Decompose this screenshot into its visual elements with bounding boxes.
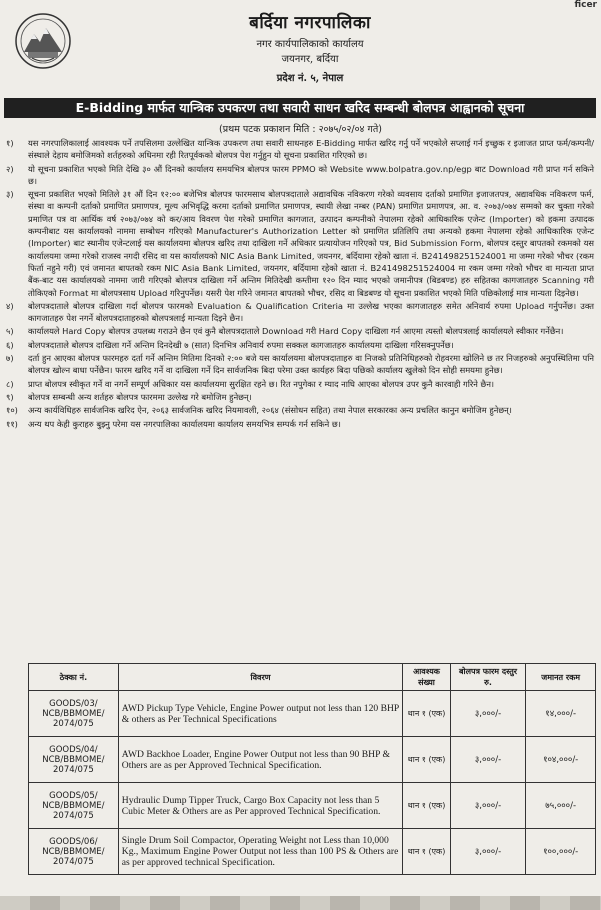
item-text: सूचना प्रकाशित भएको मितिले ३१ औं दिन १२:०० बजेभित्र बोलपत्र फारमसाथ बोलपत्रदाताले अद्यावधिक नविकरण गरेको व्यवसाय दर्ताको प्रमाणित इजाजतपत्र, अद्यावधिक नविकरण फर्म, संस्था वा कम्पनी दर्ताको प्रमाणित प्रमाणपत्र, मूल्य अभिवृद्धि करमा दर्ताको प्रमाणित प्रमाणपत्र, स्थायी लेखा नम्बर (PAN) प्रमाणित प्रमाणपत्र, आ. व. २०७३/०७४ सम्मको कर चुक्ता गरेको प्रमाणित पत्र वा आर्थिक वर्ष २०७३/०७४ को कर/आय विवरण पेश गरेको प्रमाणित कागजात, उत्पादन कम्पनीको नेपालमा रहेको आधिकारिक एजेन्ट (Importer) को हकमा उत्पादक कम्पनीबाट यस कार्यालयको नाममा सम्बोधन गरिएको Manufacturer's Authorization Letter को प्रमाणित प्रतिलिपि तथा अन्यको हकमा नेपालमा रहेको आधिकारिक एजेन्ट (Importer) बाट स्थानीय एजेन्टलाई यस कार्यालयमा बोलपत्र खरिद तथा दाखिला गर्ने अधिकार प्रत्यायोजन गरिएको पत्र, Bid Submission Form, बोलपत्र दस्तुर बापतको रकमको यस कार्यालयमा जम्मा गरेको राजस्व नगदी रसिद वा यस कार्यालयको NIC Asia Bank Limited, जयनगर, बर्दियामा रहेको खाता नं. B241498251524001 मा जम्मा गरेको भौचर (रकम फिर्ता नहुने गरी) एवं जमानत बापतको रकम NIC Asia Bank Limited, जयनगर, बर्दियामा रहेको खाता नं. B241498251524004 मा रकम जम्मा गरेको भौचर वा मान्यता प्राप्त बैंक-बाट यस कार्यालयको नाममा जारी गरिएको बोलपत्र दाखिला गर्ने अन्तिम मितिदेखी कम्तीमा १२० दिन म्याद भएको जमानीपत्र (बिडबण्ड) हरु सहितका कागजातहरु Scanning गरी तोकिएको Format मा बोलपत्रसाथ Upload गरिनुपर्नेछ। यसरी पेश गरिने जमानत बापतको भौचर, रसिद वा बिडबण्ड यो सूचना प्रकाशित भएको मिति पछिकोलाई मात्र मान्यता दिइनेछ। bbox=[28, 189, 594, 298]
item-number: १) bbox=[6, 138, 14, 148]
notice-item bbox=[6, 378, 594, 390]
item-text: बोलपत्रदाताले बोलपत्र दाखिला गर्ने अन्तिम दिनदेखी ७ (सात) दिनभित्र अनिवार्य रुपमा सक्कल कागजातहरु कार्यालयमा दाखिला गरिसक्नुपर्नेछ। bbox=[28, 339, 454, 350]
item-number: २) bbox=[6, 163, 14, 174]
description-cell: AWD Pickup Type Vehicle, Engine Power output not less than 120 BHP & others as Per Technical Specifications bbox=[118, 691, 403, 737]
publish-date: (प्रथम पटक प्रकाशन मिति : २०७५/०२/०४ गते) bbox=[219, 124, 382, 135]
table-header-row bbox=[29, 664, 596, 691]
description-cell: Single Drum Soil Compactor, Operating Weight not Less than 10,000 Kg., Maximum Engine Power Output not less than 100 PS & Others are as per approved technical Specification. bbox=[118, 829, 403, 875]
item-text: कार्यालयले Hard Copy बोलपत्र उपलब्ध गराउने छैन एवं कुनै बोलपत्रदाताले Download गरी Hard Copy दाखिला गर्न आएमा त्यस्तो बोलपत्रलाई कार्यालयले स्वीकार गर्नेछैन। bbox=[28, 326, 564, 337]
item-text: यो सूचना प्रकाशित भएको मिति देखि ३० औं दिनको कार्यालय समयभित्र बोलपत्र फारम PPMO को Website www.bolpatra.gov.np/egp बाट Download गरी प्राप्त गर्न सकिने छ। bbox=[28, 163, 594, 186]
quantity-cell: थान १ (एक) bbox=[403, 737, 450, 783]
quantity-cell: थान १ (एक) bbox=[403, 829, 450, 875]
form-fee-cell: ३,०००/- bbox=[450, 783, 526, 829]
item-number: ९) bbox=[6, 391, 14, 402]
quantity-cell: थान १ (एक) bbox=[403, 691, 450, 737]
office-name: नगर कार्यपालिकाको कार्यालय bbox=[256, 39, 364, 50]
notice-item bbox=[6, 325, 594, 337]
table-row bbox=[29, 829, 596, 875]
quantity-cell: थान १ (एक) bbox=[403, 783, 450, 829]
notice-item bbox=[6, 418, 594, 430]
notice-item bbox=[6, 137, 594, 162]
table-row bbox=[29, 691, 596, 737]
notice-items bbox=[6, 137, 594, 431]
contract-no-cell: GOODS/05/ NCB/BBMOME/ 2074/075 bbox=[29, 783, 119, 829]
corner-tag: ficer bbox=[574, 0, 597, 10]
contract-no-cell: GOODS/06/ NCB/BBMOME/ 2074/075 bbox=[29, 829, 119, 875]
deposit-cell: १४,०००/- bbox=[526, 691, 596, 737]
item-text: अन्य थप केही कुराहरु बुझ्नु परेमा यस नगरपालिका कार्यालयमा कार्यालय समयभित्र सम्पर्क गर्न सकिने छ। bbox=[28, 418, 341, 429]
municipality-title: बर्दिया नगरपालिका bbox=[249, 13, 371, 33]
description-cell: AWD Backhoe Loader, Engine Power Output not less than 90 BHP & Others are as per Approved Technical Specification. bbox=[118, 737, 403, 783]
notice-item bbox=[6, 404, 594, 416]
province-label: प्रदेश नं. ५, नेपाल bbox=[276, 73, 344, 84]
contract-no-cell: GOODS/04/ NCB/BBMOME/ 2074/075 bbox=[29, 737, 119, 783]
form-fee-cell: ३,०००/- bbox=[450, 829, 526, 875]
col-header-description: विवरण bbox=[118, 664, 403, 691]
office-location: जयनगर, बर्दिया bbox=[281, 54, 339, 65]
header bbox=[0, 6, 601, 98]
notice-item bbox=[6, 188, 594, 299]
footer-strip bbox=[0, 896, 601, 910]
item-number: ४) bbox=[6, 300, 14, 311]
notice-item bbox=[6, 300, 594, 325]
form-fee-cell: ३,०००/- bbox=[450, 737, 526, 783]
col-header-form-fee: बोलपत्र फारम दस्तुर रु. bbox=[450, 664, 526, 691]
item-number: ६) bbox=[6, 339, 14, 350]
item-text: दर्ता हुन आएका बोलपत्र फारमहरु दर्ता गर्ने अन्तिम मितिमा दिनको २:०० बजे यस कार्यालयमा बोलपत्रदाताहरु वा निजको प्रतिनिधिहरुको रोहवरमा खोलिने छ तर निजहरुको अनुपस्थितिमा पनि बोलपत्र खोल्न बाधा पर्नेछैन। फारम खरिद गर्ने वा दाखिला गर्ने दिन सार्वजनिक बिदा परेमा उक्त कार्यहरु बिदा पछिको कार्यालय खुलेको दिन सोही समयमा हुनेछ। bbox=[28, 353, 594, 376]
goods-table bbox=[28, 663, 596, 875]
description-cell: Hydraulic Dump Tipper Truck, Cargo Box Capacity not less than 5 Cubic Meter & Others are as Per approved Technical Specification. bbox=[118, 783, 403, 829]
col-header-contract-no: ठेक्का नं. bbox=[29, 664, 119, 691]
item-number: ३) bbox=[6, 189, 14, 200]
deposit-cell: १०४,०००/- bbox=[526, 737, 596, 783]
item-text: यस नगरपालिकालाई आवश्यक पर्ने तपसिलमा उल्लेखित यान्त्रिक उपकरण तथा सवारी साधनहरु E-Bidding मार्फत खरिद गर्नु पर्ने भएकोले सप्लाई गर्न इच्छुक र इजाजत प्राप्त फर्म/कम्पनी/संस्थाले देहाय बमोजिमको शर्तहरुको अधिनमा रही रितपूर्वकको बोलपत्र पेश गर्नुहुन यो सूचना प्रकाशित गरिएको छ। bbox=[28, 138, 594, 161]
item-text: बोलपत्र सम्बन्धी अन्य शर्तहरु बोलपत्र फारममा उल्लेख गरे बमोजिम हुनेछन्। bbox=[28, 391, 252, 402]
item-number: ७) bbox=[6, 353, 14, 364]
notice-item bbox=[6, 339, 594, 351]
notice-banner: E-Bidding मार्फत यान्त्रिक उपकरण तथा सवारी साधन खरिद सम्बन्धी बोलपत्र आह्वानको सूचना bbox=[4, 98, 596, 118]
deposit-cell: १००,०००/- bbox=[526, 829, 596, 875]
table-row bbox=[29, 737, 596, 783]
notice-item bbox=[6, 391, 594, 403]
form-fee-cell: ३,०००/- bbox=[450, 691, 526, 737]
notice-item bbox=[6, 352, 594, 377]
item-number: १०) bbox=[6, 405, 18, 416]
notice-item bbox=[6, 163, 594, 188]
col-header-deposit: जमानत रकम bbox=[526, 664, 596, 691]
nepal-emblem-icon bbox=[14, 12, 72, 70]
item-text: प्राप्त बोलपत्र स्वीकृत गर्ने वा नगर्ने सम्पूर्ण अधिकार यस कार्यालयमा सुरक्षित रहने छ। रित नपुगेका र म्याद नाघि आएका बोलपत्र उपर कुनै कारवाही गरिने छैन। bbox=[28, 378, 495, 389]
item-text: बोलपत्रदाताले बोलपत्र दाखिला गर्दा बोलपत्र फारमको Evaluation & Qualification Criteria मा उल्लेख भएका कागजातहरु समेत अनिवार्य रुपमा Upload गर्नुपर्नेछ। उक्त कागजातहरु पेश नगर्ने बोलपत्रदाताहरुको बोलपत्रलाई मान्यता दिइने छैन। bbox=[28, 300, 594, 324]
item-number: ११) bbox=[6, 418, 18, 429]
item-number: ८) bbox=[6, 378, 14, 389]
contract-no-cell: GOODS/03/ NCB/BBMOME/ 2074/075 bbox=[29, 691, 119, 737]
item-number: ५) bbox=[6, 326, 14, 337]
item-text: अन्य कार्यविधिहरु सार्वजनिक खरिद ऐन, २०६३ सार्वजनिक खरिद नियमावली, २०६४ (संसोधन सहित) तथा नेपाल सरकारका अन्य प्रचलित कानुन बमोजिम हुनेछन्। bbox=[28, 405, 512, 416]
office-title-block bbox=[160, 10, 460, 84]
col-header-quantity: आवश्यक संख्या bbox=[403, 664, 450, 691]
deposit-cell: ७५,०००/- bbox=[526, 783, 596, 829]
table-row bbox=[29, 783, 596, 829]
